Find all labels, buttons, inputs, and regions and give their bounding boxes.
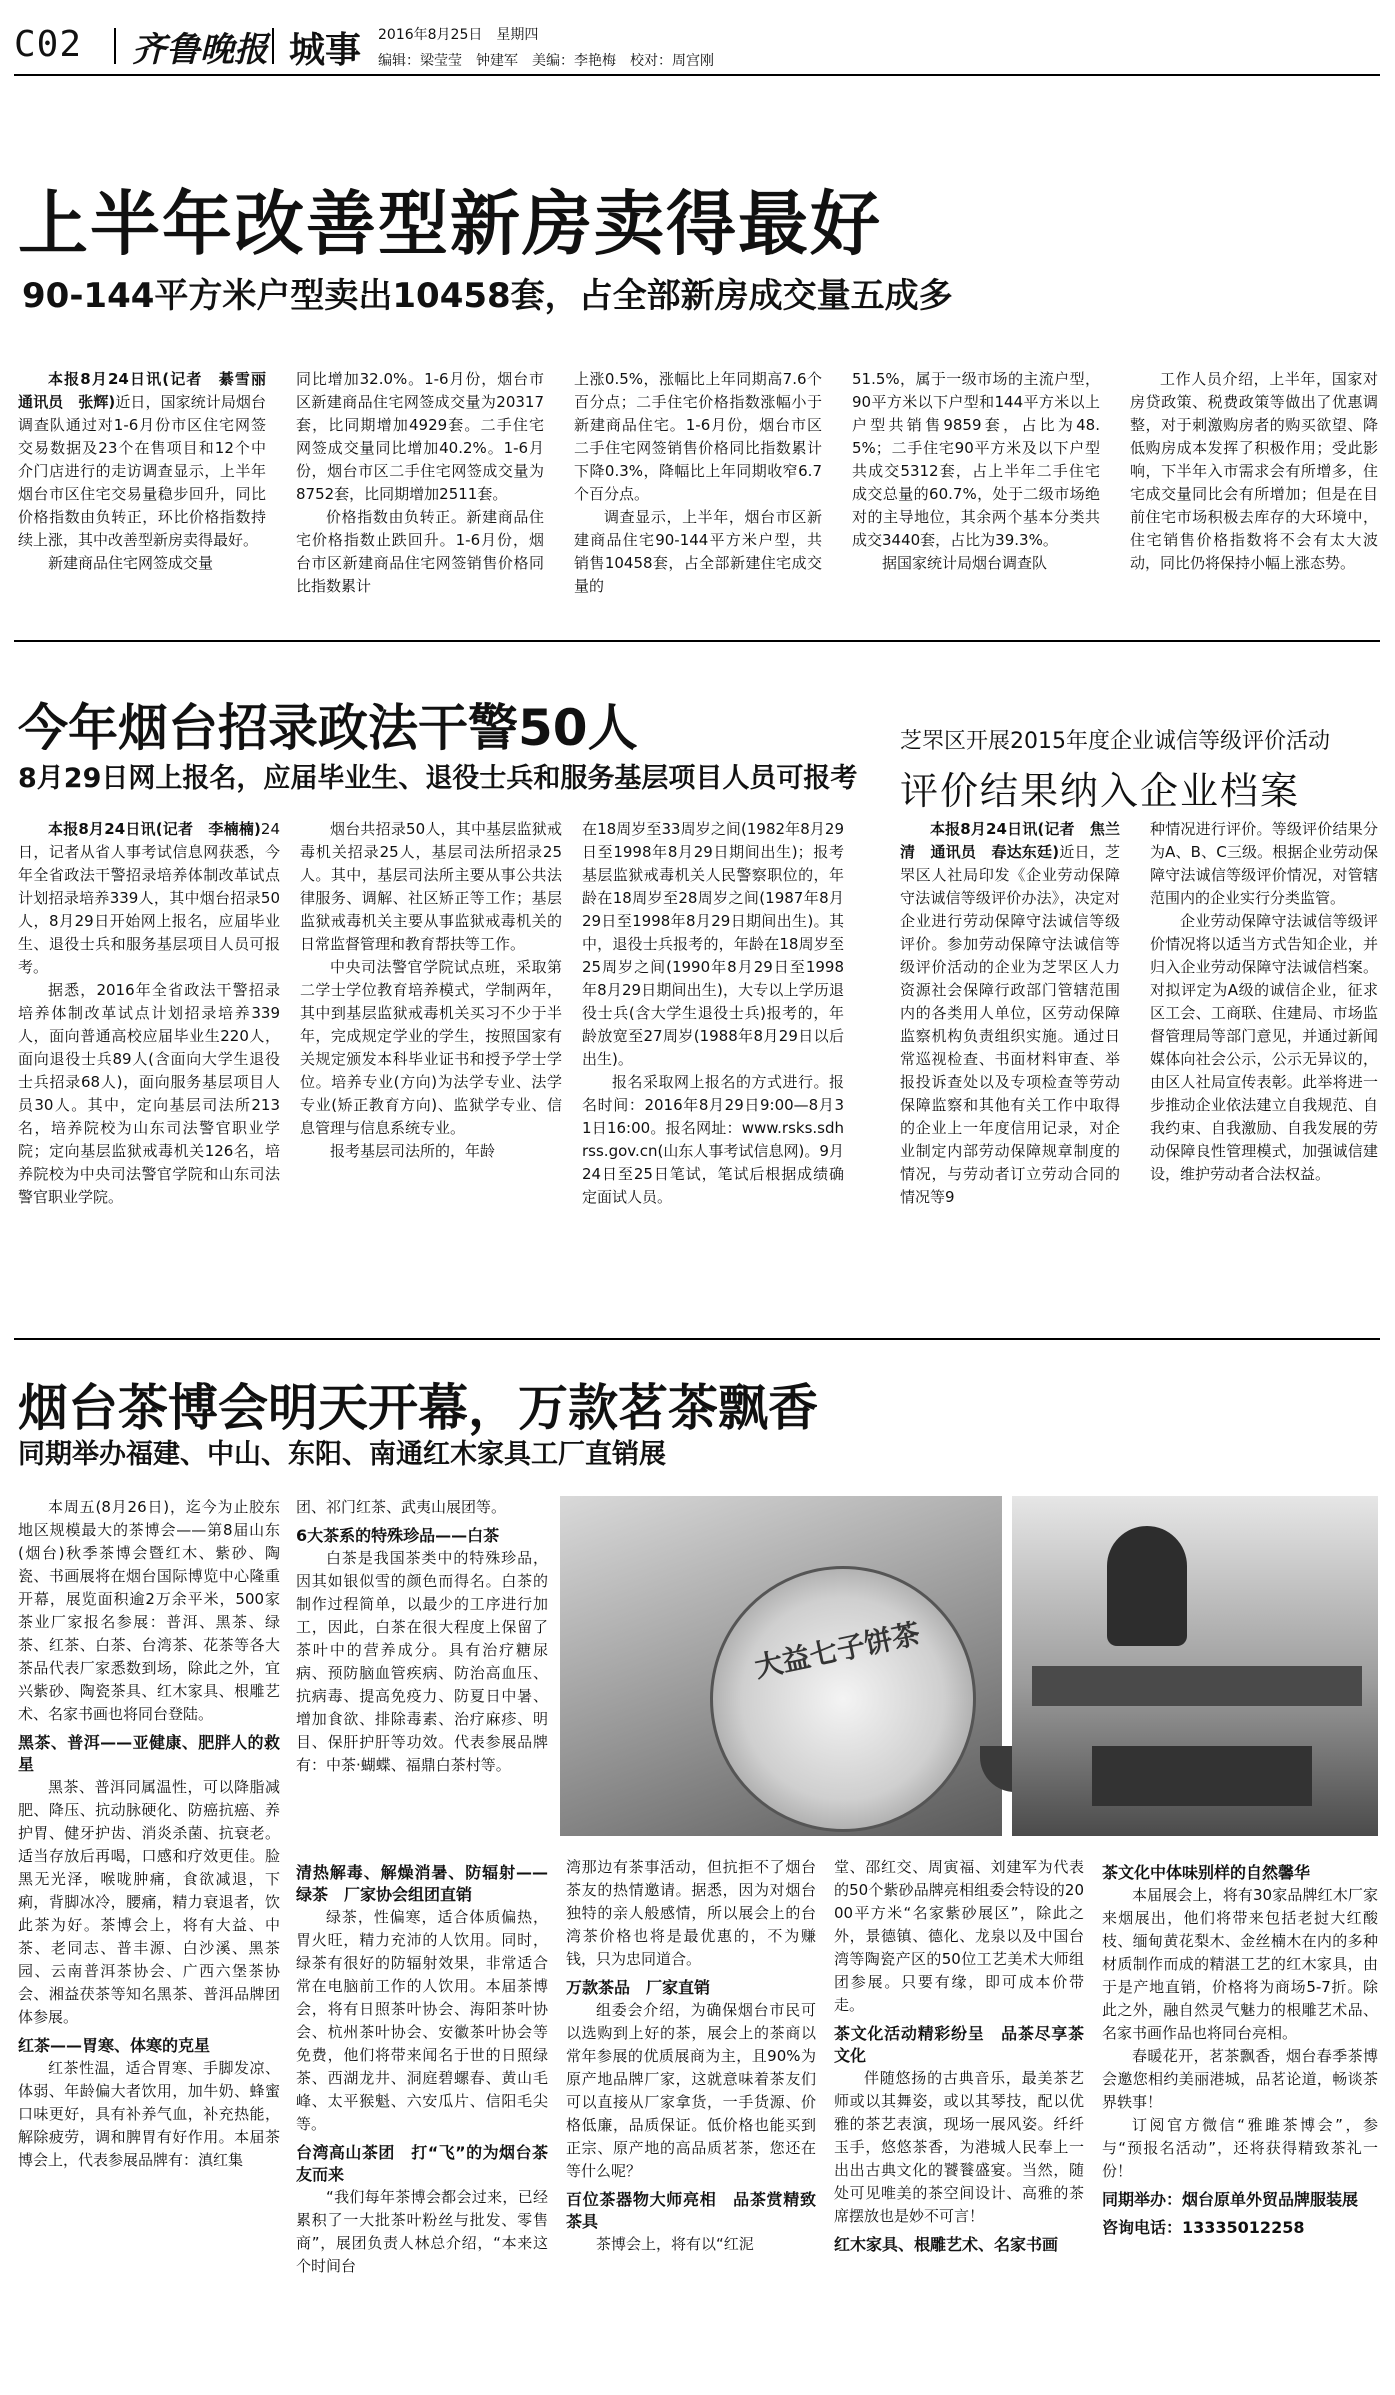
story1-text: 调查显示，上半年，烟台市区新建商品住宅90-144平方米户型，共销售10458套，占全部新建住宅成交量的 — [574, 508, 822, 595]
story3-headline: 评价结果纳入企业档案 — [900, 769, 1301, 813]
story2-column-1 — [18, 818, 280, 1318]
story2-lead: 本报8月24日讯(记者 李楠楠) — [48, 820, 261, 838]
story1-text: 近日，国家统计局烟台调查队通过对1-6月份市区住宅网签交易数据及23个在售项目和12个中介门店进行的走访调查显示，上半年烟台市区住宅交易量稳步回升，同比价格指数由负转正，环比价格指数持续上涨，其中改善型新房卖得最好。 — [18, 393, 266, 549]
story4-text: 白茶是我国茶类中的特殊珍品，因其如银似雪的颜色而得名。白茶的制作过程简单，以最少的工序进行加工，因此，白茶在很大程度上保留了茶叶中的营养成分。具有治疗糖尿病、预防脑血管疾病、防治高血压、抗病毒、提高免疫力、防夏日中暑、增加食欲、排除毒素、治疗麻疹、明目、保肝护肝等功效。代表参展品牌有：中茶·蝴蝶、福鼎白茶村等。 — [296, 1549, 548, 1774]
story4-column-4 — [834, 1856, 1084, 2384]
story4-text: 绿茶，性偏寒，适合体质偏热，胃火旺，精力充沛的人饮用。同时，绿茶有很好的防辐射效果，非常适合常在电脑前工作的人饮用。本届茶博会，将有日照茶叶协会、海阳茶叶协会、杭州茶叶协会、安徽茶叶协会等免费，他们将带来闻名于世的日照绿茶、西湖龙井、洞庭碧螺春、黄山毛峰、太平猴魁、六安瓜片、信阳毛尖等。 — [296, 1908, 548, 2133]
tea-master-figure — [1107, 1526, 1187, 1646]
story4-text: 本届展会上，将有30家品牌红木厂家来烟展出，他们将带来包括老挝大红酸枝、缅甸黄花梨木、金丝楠木在内的多种材质制作而成的精湛工艺的红木家具，由于是产地直销，价格将为商场5-7折。除此之外，融自然灵气魅力的根雕艺术品、名家书画作品也将同台亮相。 — [1102, 1886, 1378, 2042]
story4-column-1 — [18, 1496, 280, 2384]
story4-column-5 — [1102, 1856, 1378, 2384]
story4-text: 湾那边有茶事活动，但抗拒不了烟台茶友的热情邀请。据悉，因为对烟台独特的亲人般感情，所以展会上的台湾茶价格也将是最优惠的，不为赚钱，只为忠同道合。 — [566, 1858, 816, 1968]
story1-text: 工作人员介绍，上半年，国家对房贷政策、税费政策等做出了优惠调整，对于刺激购房者的购买欲望、降低购房成本发挥了积极作用；受此影响，下半年入市需求会有所增多，住宅成交量同比会有所增加；但是在目前住宅市场积极去库存的大环境中，住宅销售价格指数将不会有太大波动，同比仍将保持小幅上涨态势。 — [1130, 370, 1378, 572]
story4-subheading: 台湾高山茶团 打“飞”的为烟台茶友而来 — [296, 2143, 548, 2184]
story4-phone: 咨询电话：13335012258 — [1102, 2218, 1305, 2237]
furniture-image — [1092, 1746, 1312, 1806]
story2-text: 报名采取网上报名的方式进行。报名时间：2016年8月29日9:00—8月31日16:00。报名网址：www.rsks.sdhrss.gov.cn(山东人事考试信息网)。9月24日至25日笔试，笔试后根据成绩确定面试人员。 — [582, 1073, 844, 1206]
story1-text: 价格指数由负转正。新建商品住宅价格指数止跌回升。1-6月份，烟台市区新建商品住宅网签销售价格同比指数累计 — [296, 508, 544, 595]
date-line: 2016年8月25日 星期四 — [378, 27, 539, 43]
story4-subheading: 百位茶器物大师亮相 品茶赏精致茶具 — [566, 2190, 816, 2231]
story4-column-2b — [296, 1856, 548, 2384]
story4-text: 组委会介绍，为确保烟台市民可以选购到上好的茶，展会上的茶商以常年参展的优质展商为主，且90%为原产地品牌厂家，这就意味着茶友们可以直接从厂家拿货，一手货源、价格低廉，品质保证。低价格也能买到正宗、原产地的高品质茗茶，您还在等什么呢？ — [566, 2001, 816, 2180]
story4-subheading: 清热解毒、解燥消暑、防辐射——绿茶 厂家协会组团直销 — [296, 1863, 548, 1904]
story4-column-3 — [566, 1856, 816, 2384]
tea-cake-image — [710, 1566, 976, 1832]
story4-text: 本周五(8月26日)，迄今为止胶东地区规模最大的茶博会——第8届山东(烟台)秋季茶博会暨红木、紫砂、陶瓷、书画展将在烟台国际博览中心隆重开幕，展览面积逾2万余平米，500家茶业厂家报名参展：普洱、黑茶、绿茶、红茶、白茶、台湾茶、花茶等各大茶品代表厂家悉数到场，除此之外，宜兴紫砂、陶瓷茶具、红木家具、根雕艺术、名家书画也将同台登陆。 — [18, 1498, 280, 1723]
story1-text: 上涨0.5%，涨幅比上年同期高7.6个百分点；二手住宅价格指数涨幅小于新建商品住宅。1-6月份，烟台市区二手住宅网签销售价格同比指数累计下降0.3%，降幅比上年同期收窄6.7个百分点。 — [574, 370, 822, 503]
story2-text: 中央司法警官学院试点班，采取第二学士学位教育培养模式，学制两年，其中到基层监狱戒毒机关买习不少于半年，完成规定学业的学生，按照国家有关规定颁发本科毕业证书和授予学士学位。培养专业(方向)为法学专业、法学专业(矫正教育方向)、监狱学专业、信息管理与信息系统专业。 — [300, 958, 562, 1137]
header-divider — [272, 28, 274, 64]
story1-text: 51.5%，属于一级市场的主流户型，90平方米以下户型和144平方米以上户型共销售9859套，占比为48.5%；二手住宅90平方米及以下户型共成交5312套，占上半年二手住宅成交总量的60.7%，处于二级市场绝对的主导地位，其余两个基本分类共成交3440套，占比为39.3%。 — [852, 370, 1100, 549]
story4-subheading: 茶文化中体味别样的自然馨华 — [1102, 1863, 1311, 1882]
story1-text: 据国家统计局烟台调查队 — [882, 554, 1048, 572]
tea-ceremony-photo — [1012, 1496, 1378, 1836]
story4-subheading: 万款茶品 厂家直销 — [566, 1978, 711, 1997]
tea-cake-photo — [560, 1496, 1002, 1836]
story4-text: 团、祁门红茶、武夷山展团等。 — [296, 1498, 507, 1516]
header-divider — [114, 28, 116, 64]
story3-column-1 — [900, 818, 1120, 1318]
story4-text: 红茶性温，适合胃寒、手脚发凉、体弱、年龄偏大者饮用，加牛奶、蜂蜜口味更好，具有补养气血，补充热能，解除疲劳，调和脾胃有好作用。本届茶博会上，代表参展品牌有：滇红集 — [18, 2059, 280, 2169]
page-number: C02 — [14, 24, 83, 65]
story4-text: 黑茶、普洱同属温性，可以降脂减肥、降压、抗动脉硬化、防癌抗癌、养护胃、健牙护齿、消炎杀菌、抗衰老。适当存放后再喝，口感和疗效更佳。脸黑无光泽，喉咙肿痛，食欲减退，下痢，背脚冰冷，腰痛，精力衰退者，饮此茶为好。茶博会上，将有大益、中茶、老同志、普丰源、白沙溪、黑茶园、云南普洱茶协会、广西六堡茶协会、湘益茯茶等知名黑茶、普洱品牌团体参展。 — [18, 1778, 280, 2026]
story4-headline: 烟台茶博会明天开幕，万款茗茶飘香 — [18, 1379, 818, 1437]
story1-column-2 — [296, 368, 544, 610]
story4-subheading: 黑茶、普洱——亚健康、肥胖人的救星 — [18, 1733, 280, 1774]
section-rule — [14, 640, 1380, 642]
story3-column-2 — [1150, 818, 1378, 1318]
section-rule — [14, 1338, 1380, 1340]
story2-text: 在18周岁至33周岁之间(1982年8月29日至1998年8月29日期间出生)；报考基层监狱戒毒机关人民警察职位的，年龄在18周岁至28周岁之间(1987年8月29日至1998年8月29日期间出生)。其中，退役士兵报考的，年龄在18周岁至25周岁之间(1990年8月29日至1998年8月29日期间出生)，大专以上学历退役士兵(含大学生退役士兵)报考的，年龄放宽至27周岁(1988年8月29日以后出生)。 — [582, 820, 844, 1068]
story1-column-4 — [852, 368, 1100, 610]
story3-lead: 本报8月24日讯(记者 焦兰清 通讯员 春达东廷) — [900, 820, 1120, 861]
story3-text: 近日，芝罘区人社局印发《企业劳动保障守法诚信等级评价办法》，决定对企业进行劳动保障守法诚信等级评价。参加劳动保障守法诚信等级评价活动的企业为芝罘区人力资源社会保障行政部门管辖范围内的各类用人单位，区劳动保障监察机构负责组织实施。通过日常巡视检查、书面材料审查、举报投诉查处以及专项检查等劳动保障监察和其他有关工作中取得的企业上一年度信用记录，对企业制定内部劳动保障规章制度的情况，与劳动者订立劳动合同的情况等9 — [900, 843, 1120, 1206]
story4-subheading: 茶文化活动精彩纷呈 品茶尽享茶文化 — [834, 2024, 1084, 2065]
tea-table-image — [1032, 1666, 1362, 1706]
story3-text: 种情况进行评价。等级评价结果分为A、B、C三级。根据企业劳动保障守法诚信等级评价情况，对管辖范围内的企业实行分类监管。 — [1150, 820, 1378, 907]
story1-text: 同比增加32.0%。1-6月份，烟台市区新建商品住宅网签成交量为20317套，比同期增加4929套。二手住宅网签成交量同比增加40.2%。1-6月份，烟台市区二手住宅网签成交量为8752套，比同期增加2511套。 — [296, 370, 544, 503]
story4-text: 堂、邵红交、周寅福、刘建军为代表的50个紫砂品牌亮相组委会特设的2000平方米“名家紫砂展区”，除此之外，景德镇、德化、龙泉以及中国台湾等陶瓷产区的50位工艺美术大师组团参展。只要有缘，即可成本价带走。 — [834, 1858, 1084, 2014]
story4-text: 订阅官方微信“雅雎茶博会”，参与“预报名活动”，还将获得精致茶礼一份！ — [1102, 2116, 1378, 2180]
page-header — [14, 14, 1380, 74]
story1-column-1 — [18, 368, 282, 610]
story2-column-2 — [300, 818, 562, 1318]
story3-kicker: 芝罘区开展2015年度企业诚信等级评价活动 — [900, 729, 1330, 754]
story1-text: 新建商品住宅网签成交量 — [48, 554, 214, 572]
story2-text: 报考基层司法所的，年龄 — [330, 1142, 496, 1160]
credits-line: 编辑：梁莹莹 钟建军 美编：李艳梅 校对：周宫刚 — [378, 53, 714, 69]
story1-lead: 本报8月24日讯(记者 綦雪丽 通讯员 张辉) — [18, 370, 282, 411]
section-title: 城事 — [289, 30, 362, 71]
story1-column-3 — [574, 368, 822, 610]
story1-headline: 上半年改善型新房卖得最好 — [18, 183, 882, 265]
tea-cake-label: 大益七子饼茶 — [751, 1616, 923, 1685]
story4-subheading: 红木家具、根雕艺术、名家书画 — [834, 2235, 1059, 2254]
story4-subheading: 红茶——胃寒、体寒的克星 — [18, 2036, 211, 2055]
story1-column-5 — [1130, 368, 1378, 610]
story4-column-2a — [296, 1496, 548, 1836]
header-rule — [14, 74, 1380, 76]
story4-subheading: 6大茶系的特殊珍品——白茶 — [296, 1526, 500, 1545]
masthead-logo: 齐鲁晚报 — [132, 30, 268, 70]
story4-sponsor: 同期举办：烟台原单外贸品牌服装展 — [1102, 2190, 1359, 2209]
story4-text: 伴随悠扬的古典音乐，最美茶艺师或以其舞姿，或以其琴技，配以优雅的茶艺表演，现场一展风姿。纤纤玉手，悠悠茶香，为港城人民奉上一出出古典文化的饕餮盛宴。当然，随处可见唯美的茶空间设计、高雅的茶席摆放也是妙不可言！ — [834, 2069, 1084, 2225]
story1-subhead: 90-144平方米户型卖出10458套，占全部新房成交量五成多 — [22, 276, 953, 316]
story4-text: 春暖花开，茗茶飘香，烟台春季茶博会邀您相约美丽港城，品茗论道，畅谈茶界轶事！ — [1102, 2047, 1378, 2111]
story2-text: 烟台共招录50人，其中基层监狱戒毒机关招录25人，基层司法所招录25人。其中，基层司法所主要从事公共法律服务、调解、社区矫正等工作；基层监狱戒毒机关主要从事监狱戒毒机关的日常监督管理和教育帮扶等工作。 — [300, 820, 562, 953]
story4-subhead: 同期举办福建、中山、东阳、南通红木家具工厂直销展 — [18, 1439, 666, 1470]
story3-text: 企业劳动保障守法诚信等级评价情况将以适当方式告知企业，并归入企业劳动保障守法诚信档案。对拟评定为A级的诚信企业，征求区工会、工商联、住建局、市场监督管理局等部门意见，并通过新闻媒体向社会公示，公示无异议的，由区人社局宣传表彰。此举将进一步推动企业依法建立自我规范、自我约束、自我激励、自我发展的劳动保障良性管理模式，加强诚信建设，维护劳动者合法权益。 — [1150, 912, 1378, 1183]
story2-text: 据悉，2016年全省政法干警招录培养体制改革试点计划招录培养339人，面向普通高校应届毕业生220人，面向退役士兵89人(含面向大学生退役士兵招录68人)，面向服务基层项目人员30人。其中，定向基层司法所213名，培养院校为山东司法警官职业学院；定向基层监狱戒毒机关126名，培养院校为中央司法警官学院和山东司法警官职业学院。 — [18, 981, 280, 1206]
story2-text: 24日，记者从省人事考试信息网获悉，今年全省政法干警招录培养体制改革试点计划招录培养339人，其中烟台招录50人，8月29日开始网上报名，应届毕业生、退役士兵和服务基层项目人员可报考。 — [18, 820, 280, 976]
story2-column-3 — [582, 818, 844, 1318]
story4-text: “我们每年茶博会都会过来，已经累积了一大批茶叶粉丝与批发、零售商”，展团负责人林总介绍，“本来这个时间台 — [296, 2188, 548, 2275]
story4-text: 茶博会上，将有以“红泥 — [596, 2235, 754, 2253]
story2-subhead: 8月29日网上报名，应届毕业生、退役士兵和服务基层项目人员可报考 — [18, 763, 858, 794]
story2-headline: 今年烟台招录政法干警50人 — [18, 699, 638, 757]
